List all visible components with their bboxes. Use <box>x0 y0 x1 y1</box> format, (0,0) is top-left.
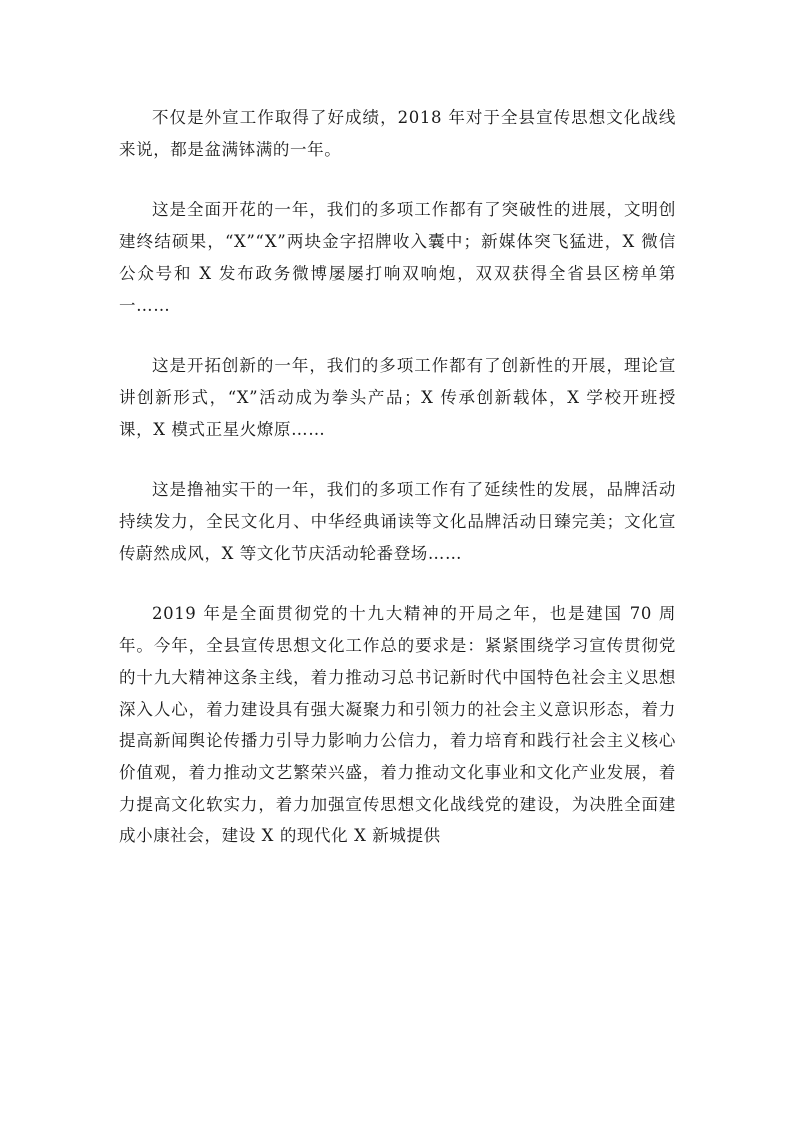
paragraph-2: 这是全面开花的一年，我们的多项工作都有了突破性的进展，文明创建终结硕果，“X”“X”两块金字招牌收入囊中；新媒体突飞猛进，X 微信公众号和 X 发布政务微博屡屡打响双响炮，双双获得全省县区榜单第一…… <box>119 200 676 315</box>
document-body <box>119 102 676 881</box>
paragraph-3: 这是开拓创新的一年，我们的多项工作都有了创新性的开展，理论宣讲创新形式，“X”活动成为拳头产品；X 传承创新载体，X 学校开班授课，X 模式正星火燎原…… <box>119 356 676 439</box>
paragraph-1: 不仅是外宣工作取得了好成绩，2018 年对于全县宣传思想文化战线来说，都是盆满钵满的一年。 <box>119 108 676 159</box>
paragraph-5: 2019 年是全面贯彻党的十九大精神的开局之年，也是建国 70 周年。今年，全县宣传思想文化工作总的要求是：紧紧围绕学习宣传贯彻党的十九大精神这条主线，着力推动习总书记新时代中国特色社会主义思想深入人心，着力建设具有强大凝聚力和引领力的社会主义意识形态，着力提高新闻舆论传播力引导力影响力公信力，着力培育和践行社会主义核心价值观，着力推动文艺繁荣兴盛，着力推动文化事业和文化产业发展，着力提高文化软实力，着力加强宣传思想文化战线党的建设，为决胜全面建成小康社会，建设 X 的现代化 X 新城提供 <box>119 604 676 846</box>
paragraph-4: 这是撸袖实干的一年，我们的多项工作有了延续性的发展，品牌活动持续发力，全民文化月、中华经典诵读等文化品牌活动日臻完美；文化宣传蔚然成风，X 等文化节庆活动轮番登场…… <box>119 480 676 563</box>
